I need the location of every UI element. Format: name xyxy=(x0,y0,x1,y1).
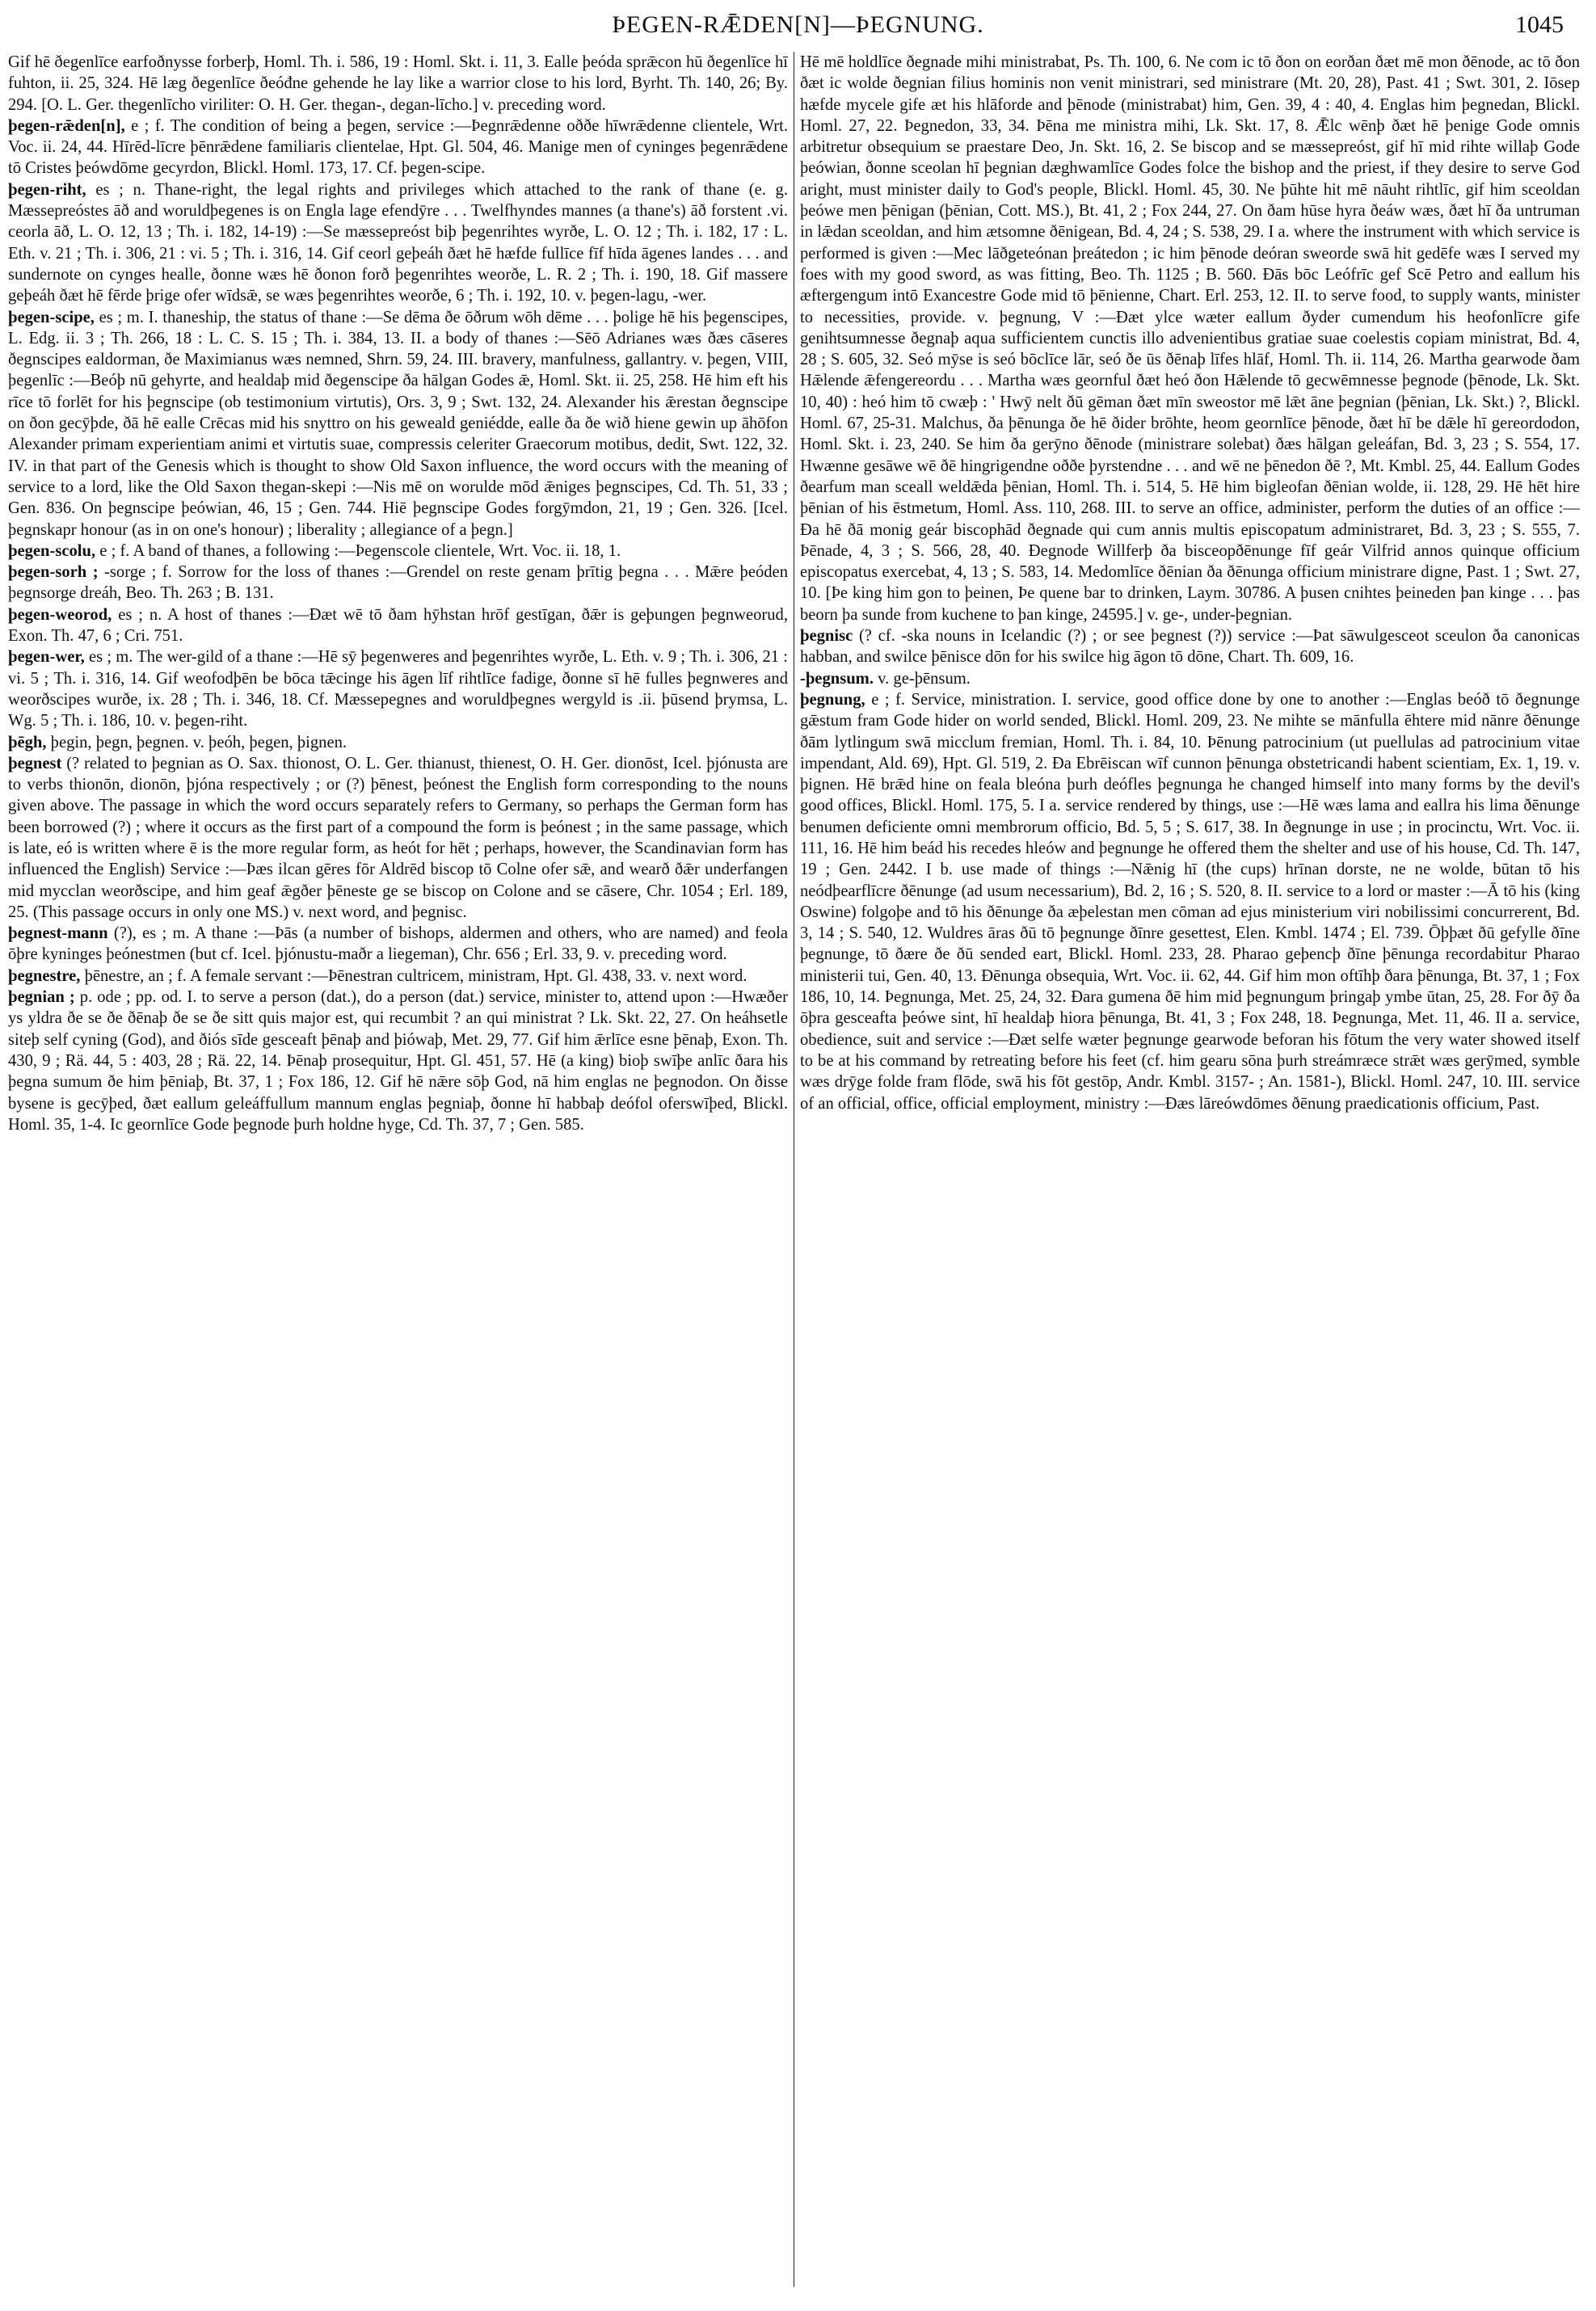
entry-body: þēnestre, an ; f. A female servant :—Þēnestran cultricem, ministram, Hpt. Gl. 438, 33. v. next word. xyxy=(84,966,747,985)
entry-body: -sorge ; f. Sorrow for the loss of thanes :—Grendel on reste genam þrītig þegna . . . Mǣre þeóden þegnsorge dreáh, Beo. Th. 263 ; B. 131. xyxy=(8,563,788,603)
entry-headword: þegen-riht, xyxy=(8,180,86,199)
entry-body: (?), es ; m. A thane :—Þās (a number of bishops, aldermen and others, who are named) and feola ōþre kyninges þeónestmen (but cf. Icel. þjónustu-maðr a liegeman), Chr. 656 ; Erl. 33, 9. v. preceding word. xyxy=(8,924,788,964)
entry-headword: þegnung, xyxy=(800,690,865,709)
dictionary-entry xyxy=(8,541,788,562)
entry-body: es ; n. A host of thanes :—Ðæt wē tō ðam hȳhstan hrōf gestīgan, ðǣr is geþungen þegnweorud, Exon. Th. 47, 6 ; Cri. 751. xyxy=(8,605,788,646)
dictionary-entry xyxy=(800,52,1580,625)
dictionary-entry xyxy=(8,116,788,179)
entry-headword: þegnest xyxy=(8,754,62,772)
entry-body: p. ode ; pp. od. I. to serve a person (dat.), do a person (dat.) service, minister to, attend upon :—Hwæðer ys yldra ðe se ðe ðēnaþ ðe se ðe sitt quis major est, qui recumbit ? an qui ministrat ? Lk. Skt. 22, 27. On heáhsetle siteþ self cyning (God), and ðiós sīde gesceaft þēnaþ and þiówaþ, Met. 29, 77. Gif him ǣrlīce esne þēnaþ, Exon. Th. 430, 9 ; Rä. 44, 5 : 403, 28 ; Rä. 22, 14. Þēnaþ prosequitur, Hpt. Gl. 451, 57. Hē (a king) bioþ swīþe anlīc ðara his þegna sumum ðe him þēniaþ, Bt. 37, 1 ; Fox 186, 12. Gif hē nǣre sōþ God, nā him englas ne þegnodon. On ðisse bysene is gecȳþed, ðæt eallum geleáffullum mannum englas þegniaþ, ðonne hī habbaþ deófol oferswīþed, Blickl. Homl. 35, 1-4. Ic geornlīce Gode þegnode þurh holdne hyge, Cd. Th. 37, 7 ; Gen. 585. xyxy=(8,988,788,1134)
entry-headword: þēgh, xyxy=(8,733,47,751)
dictionary-entry xyxy=(8,987,788,1135)
entry-body: v. ge-þēnsum. xyxy=(878,669,971,688)
entry-headword: þegen-rǣden[n], xyxy=(8,116,125,135)
entry-body: Hē mē holdlīce ðegnade mihi ministrabat, Ps. Th. 100, 6. Ne com ic tō ðon on eorðan ðæt mē mon ðēnode, ac tō ðon ðæt ic wolde ðegnian filius hominis non venit ministrari, sed ministrare (Mt. 20, 28), Past. 41 ; Swt. 301, 2. Iōsep hæfde mycele gife æt his hlāforde and þēnode (ministrabat) him, Gen. 39, 4 : 40, 4. Englas him þegnedan, Blickl. Homl. 27, 22. Þegnedon, 33, 34. Þēna me ministra mihi, Lk. Skt. 17, 8. Ǣlc wēnþ ðæt hē þenige Gode omnis arbitretur obsequium se praestare Deo, Jn. Skt. 16, 2. Se biscop and se mæssepreóst, gif hī mid rihte willaþ Gode þeówian, ðonne sceolan hī þegnian dæghwamlīce Godes folce the bishop and the priest, if they desire to serve God aright, must minister daily to God's people, Blickl. Homl. 45, 30. Ne þūhte hit mē nāuht rihtlīc, gif him sceoldan þeówe men þēnigan (þēnian, Cott. MS.), Bt. 41, 2 ; Fox 244, 27. On ðam hūse hyra ðeáw wæs, ðæt hī ða untruman in lǣdan sceoldan, and him ætsomne ðēnigean, Bd. 4, 24 ; S. 538, 29. I a. where the instrument with which service is performed is given :—Mec lāðgeteónan þreátedon ; ic him þēnode deóran sweorde swā hit gedēfe wæs I served my foes with my good sword, as was fitting, Beo. Th. 1125 ; B. 560. Ðās bōc Leófrīc gef Scē Petro and eallum his æftergengum intō Exancestre Gode mid tō þēnienne, Chart. Erl. 253, 12. II. to serve food, to supply wants, minister to necessities, provide. v. þegnung, V :—Ðæt ylce wæter eallum ðyder cumendum his heofonlīcre gife genihtsumnesse ðegnaþ aqua sufficientem cunctis illo advenientibus gratiae suae coelestis copiam ministrat, Bd. 4, 28 ; S. 605, 32. Seó mȳse is seó bōclīce lār, seó ðe ūs ðēnaþ līfes hlāf, Homl. Th. ii. 114, 26. Martha gearwode ðam Hǣlende ǣfengereordu . . . Martha wæs geornful ðæt heó ðon Hǣlende tō gecwēmnesse þegnode (þēnode, Lk. Skt. 10, 40) : heó him tō cwæþ : ' Hwȳ nelt ðū gēman ðæt mīn sweostor mē lǣt āne þegnian (þēnian, Lk. Skt.) ?, Blickl. Homl. 67, 25-31. Malchus, ða þēnunga ðe hē ðider brōhte, heom geornlīce þēnode, ðæt hī be dǣle hī gereordodon, Homl. Skt. i. 23, 240. Se him ða gerȳno ðēnode (ministrare solebat) ðæs hālgan geleáfan, Bd. 3, 23 ; S. 554, 17. Hwænne gesāwe wē ðē hingrigendne oððe þyrstendne . . . and wē ne þēnedon ðē ?, Mt. Kmbl. 25, 44. Eallum Godes ðearfum man sceall weldǣda þēnian, Homl. Th. i. 514, 5. Hē him bigleofan ðēnian wolde, ii. 128, 29. Hē hēt hire þēnian of his ēstmetum, Homl. Ass. 110, 268. III. to serve an office, administer, perform the duties of an office :—Ða hē ðā monig geár biscophād ðegnade qui cum annis multis episcopatum administraret, Bd. 3, 23 ; S. 555, 7. Þēnade, 4, 3 ; S. 566, 28, 40. Ðegnode Willferþ ða bisceopðēnunge fīf geár Vilfrid annos quinque officium episcopatus exercebat, 4, 13 ; S. 583, 14. Medomlīce ðēnian ða ðēnunga officium ministrare digne, Past. 1 ; Swt. 27, 10. [Þe king him gon to þeinen, Þe quene bar to drinken, Laym. 30786. A þusen cnihtes þeineden þan kinge . . . þas beorn þa sunde from kuchene to þan kinge, 24595.] v. ge-, under-þegnian. xyxy=(800,53,1580,624)
entry-headword: þegen-scipe, xyxy=(8,308,95,326)
entry-body: es ; n. Thane-right, the legal rights and privileges which attached to the rank of thane (e. g. Mæssepreóstes āð and woruldþegenes is on Engla lage efendȳre . . . Twelfhyndes mannes (a thane's) āð forstent .vi. ceorla āð, L. O. 12, 13 ; Th. i. 182, 14-19) :—Se mæssepreóst biþ þegenrihtes wyrðe, L. O. 12 ; Th. i. 182, 17 : L. Eth. v. 21 ; Th. i. 306, 21 : vi. 5 ; Th. i. 316, 14. Gif ceorl geþeáh ðæt hē hæfde fullīce fīf hīda āgenes landes . . . and sundernote on cynges healle, ðonne wæs hē ðonon forð þegenrihtes weorðe, L. R. 2 ; Th. i. 190, 18. Gif massere geþeáh ðæt hē fērde þrige ofer wīdsǣ, se wæs þegenrihtes weorðe, 6 ; Th. i. 192, 10. v. þegen-lagu, -wer. xyxy=(8,180,788,305)
entry-headword: þegen-sorh ; xyxy=(8,563,99,582)
entry-body: e ; f. The condition of being a þegen, service :—Þegnrǣdenne oððe hīwrǣdenne clientele, Wrt. Voc. ii. 24, 44. Hīrēd-līcre þēnrǣdene familiaris clientelae, Hpt. Gl. 504, 46. Manige men of cyninges þegenrǣdene tō Cristes þeówdōme gecyrdon, Blickl. Homl. 173, 17. Cf. þegen-scipe. xyxy=(8,116,788,178)
entry-body: (? cf. -ska nouns in Icelandic (?) ; or see þegnest (?)) service :—Þat sāwulgesceot sceulon ða canonicas habban, and swilce þēnisce dōn for his swilce hig āgon tō dōne, Chart. Th. 609, 16. xyxy=(800,627,1580,667)
entry-headword: þegnestre, xyxy=(8,966,81,985)
entry-body: (? related to þegnian as O. Sax. thionost, O. L. Ger. thianust, thienest, O. H. Ger. dionōst, Icel. þjónusta are to verbs thionōn, dionōn, þjóna respectively ; or (?) þēnest, þeónest the English form corresponding to the nouns given above. The passage in which the word occurs separately refers to Germany, so perhaps the German form has been borrowed (?) ; where it occurs as the first part of a compound the form is þeónest ; in the same passage, which is late, eó is written where ē is the more regular form, as heót for hēt ; perhaps, however, the Scandinavian form has influenced the English) Service :—Þæs ilcan gēres fōr Aldrēd biscop tō Colne ofer sǣ, and wearð ðǣr underfangen mid mycclan weorðscipe, and him geaf ǣgðer þēneste ge se biscop on Colone and se cāsere, Chr. 1054 ; Erl. 189, 25. (This passage occurs in only one MS.) v. next word, and þegnisc. xyxy=(8,754,788,921)
dictionary-entry xyxy=(8,52,788,116)
dictionary-entry xyxy=(8,732,788,753)
dictionary-entry xyxy=(8,604,788,647)
entry-headword: þegen-wer, xyxy=(8,648,85,667)
dictionary-entry xyxy=(8,646,788,731)
dictionary-entry xyxy=(8,562,788,604)
dictionary-entry xyxy=(800,689,1580,1114)
entry-body: e ; f. A band of thanes, a following :—Þegenscole clientele, Wrt. Voc. ii. 18, 1. xyxy=(99,541,621,560)
entry-body: Gif hē ðegenlīce earfoðnysse forberþ, Homl. Th. i. 586, 19 : Homl. Skt. i. 11, 3. Ealle þeóda sprǣcon hū ðegenlīce hī fuhton, ii. 25, 324. Hē læg ðegenlīce ðeóđne gehende he lay like a warrior close to his lord, Byrht. Th. 140, 26; By. 294. [O. L. Ger. thegenlīcho viriliter: O. H. Ger. thegan-, degan-līcho.] v. preceding word. xyxy=(8,53,788,114)
entry-headword: -þegnsum. xyxy=(800,669,874,688)
running-head: ÞEGEN-RǢDEN[N]—ÞEGNUNG. xyxy=(612,11,984,38)
dictionary-entry xyxy=(8,923,788,966)
entry-headword: þegen-scolu, xyxy=(8,541,96,560)
entry-headword: þegen-weorod, xyxy=(8,605,112,624)
columns xyxy=(0,52,1596,2311)
entry-body: es ; m. I. thaneship, the status of thane :—Se dēma ðe ōðrum wōh dēme . . . þolige hē his þegenscipes, L. Edg. ii. 3 ; Th. 266, 18 : L. C. S. 15 ; Th. i. 384, 13. II. a body of thanes :—Sēō Adrianes wæs ðæs cāseres ðegnscipes ealdorman, ðe Maximianus wæs nemned, Shrn. 59, 24. III. bravery, manfulness, gallantry. v. þegen, VIII, þegenlīc :—Beóþ nū gehyrte, and healdaþ mid ðegenscipe ða hālgan Godes ǣ, Homl. Skt. ii. 25, 258. Hē him eft his rīce tō forlēt for his þegnscipe (ob testimonium virtutis), Ors. 3, 9 ; Swt. 132, 24. Alexander his ǣrestan ðegnscipe on ðon gecȳþde, ðā hē ealle Crēcas mid his snyttro on his geweald geniédde, ealle ða ðe wið hiene gewin up āhōfon Alexander primam experientiam animi et virtutis suae, compressis celeriter Graecorum motibus, dedit, Swt. 122, 32. IV. in that part of the Genesis which is thought to show Old Saxon influence, the word occurs with the meaning of service to a lord, like the Old Saxon thegan-skepi :—Nis mē on worulde mōd ǣniges þegnscipes, Cd. Th. 51, 33 ; Gen. 836. On þegnscipe þeówian, 46, 15 ; Gen. 744. Hiē þegnscipe Godes forgȳmdon, 21, 19 ; Gen. 326. [Icel. þegnskapr honour (as in on one's honour) ; liberality ; allegiance of a þegn.] xyxy=(8,308,788,539)
page-number: 1045 xyxy=(1515,11,1564,38)
left-column xyxy=(8,52,788,2311)
right-column xyxy=(800,52,1580,2311)
dictionary-entry xyxy=(800,668,1580,689)
entry-body: e ; f. Service, ministration. I. service, good office done by one to another :—Englas beóð tō ðegnunge gǣstum fram Gode hider on world sended, Blickl. Homl. 209, 23. Ne mihte se mānfulla ēhtere mid nānre ðēnunge ðām lytlingum swā micclum fremian, Homl. Th. i. 84, 10. Þēnung patrocinium (ut puellulas ad patrocinium vitae impendant, Ald. 69), Hpt. Gl. 519, 2. Ða Ebrēiscan wīf cunnon þēnunga obstetricandi habent scientiam, Ex. 1, 19. v. þignen. Hē brǣd hine on feala bleóna þurh deófles þegnunga he changed himself into many forms by the devil's good offices, Blickl. Homl. 175, 5. I a. service rendered by things, use :—Hē wæs lama and eallra his lima ðēnunge benumen deficiente omni membrorum officio, Bd. 5, 5 ; S. 617, 38. In ðegnunge in use ; in procinctu, Wrt. Voc. ii. 111, 16. Hē him beád his recedes hleów and þegnunge he offered them the shelter and use of his house, Cd. Th. 147, 19 ; Gen. 2442. I b. use made of things :—Nǣnig hī (the cups) hrīnan dorste, ne ne wolde, būtan tō his neódþearflīcre ðēnunge (ad usum necessarium), Bd. 2, 16 ; S. 520, 8. II. service to a lord or master :—Ā tō his (king Oswine) folgoþe and tō his ðēnunge ða æþelestan men cōman ad ejus ministerium viri nobilissimi concurrerent, Bd. 3, 14 ; S. 540, 12. Wuldres āras ðū tō þegnunge ðīnre gesettest, Elen. Kmbl. 1474 ; El. 739. Ōþþæt ðū gefylle ðīne þegnunge, tō ðære ðe ðū sended eart, Blickl. Homl. 233, 28. Pharao geþencþ ðīne þēnunga recordabitur Pharao ministerii tui, Gen. 40, 13. Ðēnunga obsequia, Wrt. Voc. ii. 62, 44. Gif him mon oftīhþ ðara þēnunga, Bt. 37, 1 ; Fox 186, 10, 14. Þegnunga, Met. 25, 24, 32. Ðara gumena ðē him mid þegnungum þringaþ ymbe ūtan, 25, 28. For ðȳ ða ōþra gesceafta þeówe sint, hī healdaþ hiora þēnunga, Bt. 41, 3 ; Fox 248, 18. Þegnunga, Met. 11, 46. II a. service, obedience, suit and service :—Ðæt selfe wæter þegnunge gearwode beforan his fōtum the very water showed itself to be at his command by retreating before his feet (cf. him gearu sōna þurh streámræce strǣt wæs gerȳmed, symble wæs drȳge folde fram flōde, swā his fōt gestōp, Andr. Kmbl. 3157- ; An. 1581-), Blickl. Homl. 247, 10. III. service of an official, office, official employment, ministry :—Ðæs lāreówdōmes ðēnung praedicationis officium, Past. xyxy=(800,690,1580,1113)
entry-body: es ; m. The wer-gild of a thane :—Hē sȳ þegenweres and þegenrihtes wyrðe, L. Eth. v. 9 ; Th. i. 306, 21 : vi. 5 ; Th. i. 316, 14. Gif weofodþēn be bōca tǣcinge his āgen līf rihtlīce fadige, ðonne sī hē fulles þegnweres and weorðscipes wurðe, ix. 28 ; Th. i. 346, 18. Cf. Mæssepegnes and woruldþegnes wergyld is .ii. þūsend þrymsa, L. Wg. 5 ; Th. i. 186, 10. v. þegen-riht. xyxy=(8,648,788,730)
entry-body: þegin, þegn, þegnen. v. þeóh, þegen, þignen. xyxy=(50,733,347,751)
dictionary-entry xyxy=(8,753,788,923)
entry-headword: þegnisc xyxy=(800,627,853,646)
dictionary-entry xyxy=(8,179,788,307)
entry-headword: þegnian ; xyxy=(8,988,75,1007)
entry-headword: þegnest-mann xyxy=(8,924,108,943)
dictionary-entry xyxy=(8,966,788,987)
dictionary-entry xyxy=(8,307,788,541)
page-header xyxy=(0,11,1596,44)
dictionary-entry xyxy=(800,625,1580,668)
